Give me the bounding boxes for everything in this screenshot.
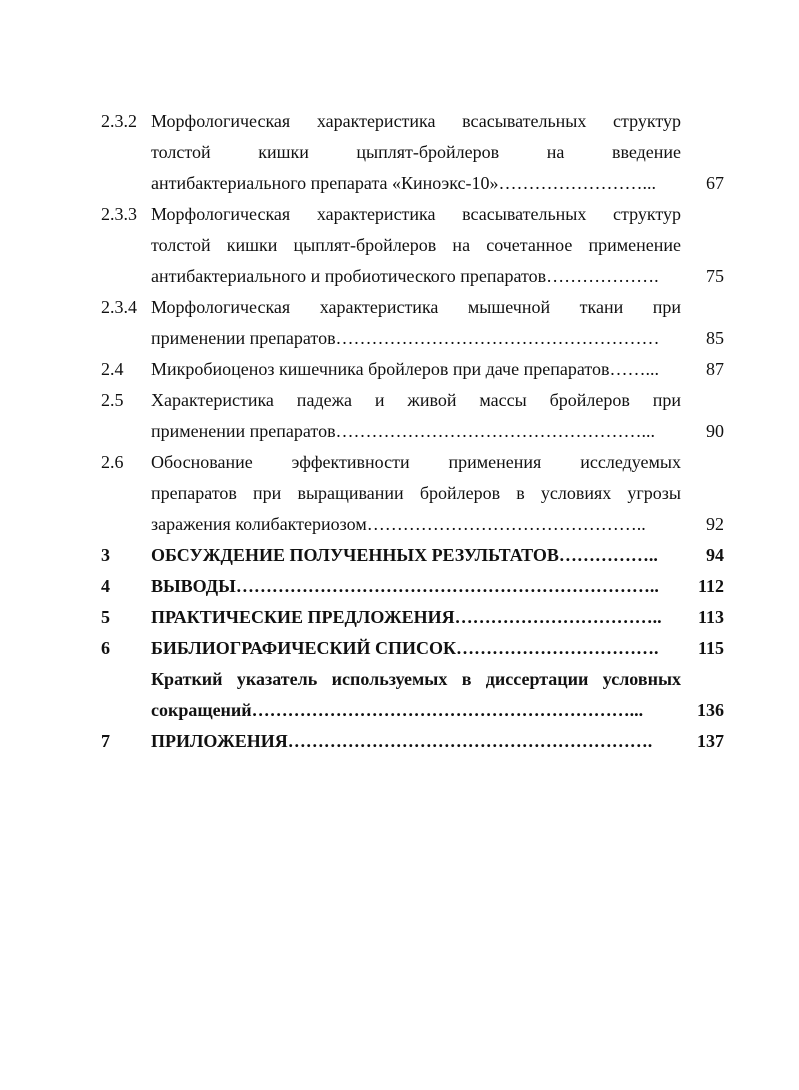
toc-entry-text-line: Обоснование эффективности применения исследуемых [151,452,681,472]
toc-entry-7 [0,726,799,757]
toc-entry-2-5 [0,385,799,416]
toc-entry-text-line: Краткий указатель используемых в диссертации условных [151,669,681,689]
toc-entry-number: 6 [101,638,110,658]
toc-entry-2-3-3-line-2 [0,230,799,261]
toc-entry-number: 2.5 [101,390,124,410]
toc-entry-text-line: препаратов при выращивании бройлеров в условиях угрозы [151,483,681,503]
toc-entry-text-line: ПРАКТИЧЕСКИЕ ПРЕДЛОЖЕНИЯ…………………………….. [151,607,662,627]
toc-page-number: 92 [706,514,724,534]
toc-entry-2-3-3-line-3 [0,261,799,292]
toc-entry-number: 2.6 [101,452,124,472]
toc-page-number: 94 [706,545,724,565]
toc-entry-2-3-3 [0,199,799,230]
toc-page-number: 67 [706,173,724,193]
toc-entry-2-3-4-line-2 [0,323,799,354]
toc-entry-2-3-2-line-2 [0,137,799,168]
toc-entry-abbreviations-line-2 [0,695,799,726]
toc-entry-text-line: ПРИЛОЖЕНИЯ……………………………………………………. [151,731,653,751]
toc-page-number: 112 [697,576,724,596]
toc-entry-text-line: Морфологическая характеристика всасывательных структур [151,204,681,224]
toc-entry-2-6 [0,447,799,478]
toc-entry-number: 3 [101,545,110,565]
toc-entry-abbreviations [0,664,799,695]
toc-entry-2-5-line-2 [0,416,799,447]
toc-entry-number: 2.3.2 [101,111,137,131]
toc-entry-2-3-2 [0,106,799,137]
toc-page-number: 113 [697,607,724,627]
toc-entry-text-line: ОБСУЖДЕНИЕ ПОЛУЧЕННЫХ РЕЗУЛЬТАТОВ…………….. [151,545,658,565]
toc-entry-text-line: применении препаратов……………………………………………… [151,328,660,348]
toc-entry-text-line: ВЫВОДЫ…………………………………………………………….. [151,576,659,596]
toc-entry-4 [0,571,799,602]
toc-page-number: 90 [706,421,724,441]
toc-page-number: 85 [706,328,724,348]
toc-entry-6 [0,633,799,664]
toc-entry-2-6-line-3 [0,509,799,540]
toc-page-number: 136 [697,700,724,720]
toc-entry-number: 5 [101,607,110,627]
toc-entry-number: 4 [101,576,110,596]
toc-entry-text-line: Микробиоценоз кишечника бройлеров при даче препаратов……... [151,359,659,379]
toc-entry-2-3-4 [0,292,799,323]
toc-page-number: 115 [697,638,724,658]
toc-entry-text-line: Морфологическая характеристика всасывательных структур [151,111,681,131]
toc-page-number: 137 [697,731,724,751]
toc-entry-number: 2.4 [101,359,124,379]
toc-entry-text-line: применении препаратов……………………………………………... [151,421,656,441]
toc-page-number: 87 [706,359,724,379]
toc-page-number: 75 [706,266,724,286]
toc-entry-2-3-2-line-3 [0,168,799,199]
toc-entry-5 [0,602,799,633]
toc-entry-number: 7 [101,731,110,751]
toc-entry-2-4 [0,354,799,385]
toc-entry-text-line: антибактериального и пробиотического препаратов………………. [151,266,659,286]
toc-entry-text-line: заражения колибактериозом……………………………………….. [151,514,646,534]
toc-entry-text-line: сокращений………………………………………………………... [151,700,644,720]
toc-entry-text-line: Морфологическая характеристика мышечной ткани при [151,297,681,317]
toc-entry-text-line: Характеристика падежа и живой массы бройлеров при [151,390,681,410]
toc-entry-number: 2.3.3 [101,204,137,224]
toc-entry-2-6-line-2 [0,478,799,509]
toc-entry-text-line: антибактериального препарата «Киноэкс-10»……………………... [151,173,657,193]
toc-entry-3 [0,540,799,571]
toc-entry-number: 2.3.4 [101,297,137,317]
toc-entry-text-line: толстой кишки цыплят-бройлеров на сочетанное применение [151,235,681,255]
toc-entry-text-line: БИБЛИОГРАФИЧЕСКИЙ СПИСОК……………………………. [151,638,659,658]
toc-entry-text-line: толстой кишки цыплят-бройлеров на введение [151,142,681,162]
